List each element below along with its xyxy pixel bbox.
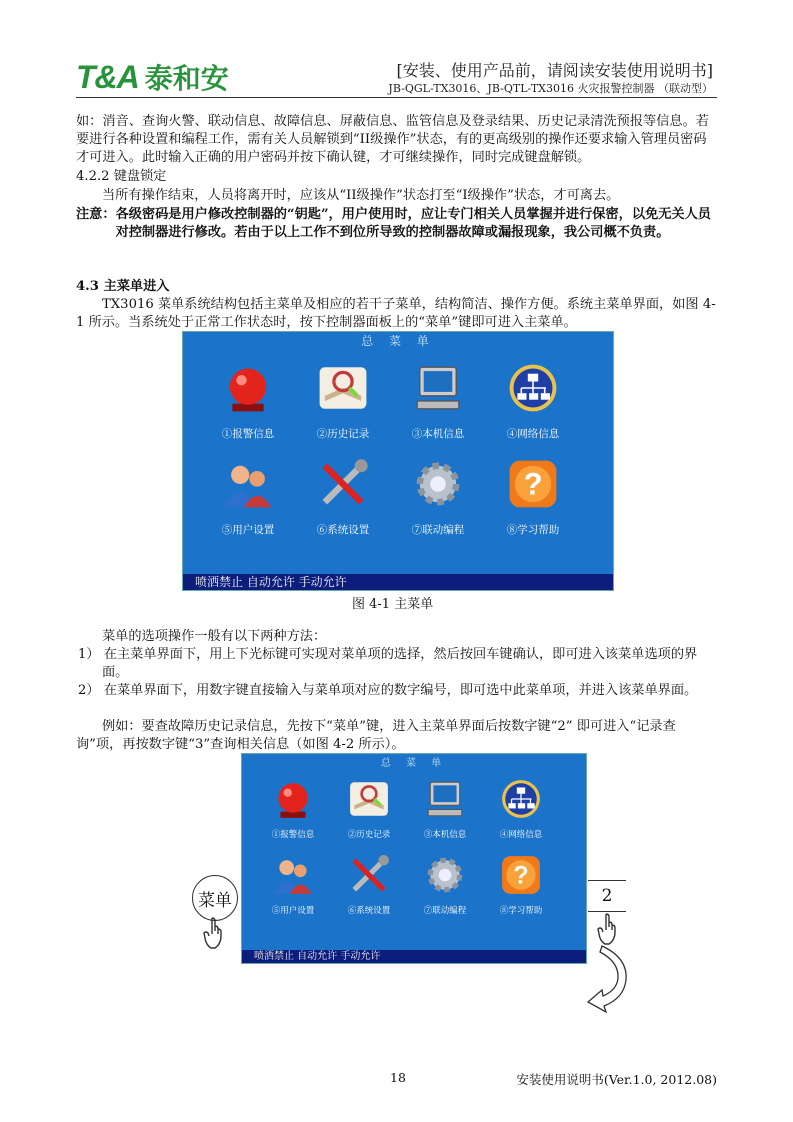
menu-key-label: 菜单 [198, 890, 232, 911]
menu-item-label: ②历史记录 [316, 428, 370, 440]
logo-chinese: 泰和安 [144, 62, 229, 95]
menu-item-6[interactable] [308, 458, 378, 537]
list-item-1: 1） 在主菜单界面下，用上下光标键可实现对菜单项的选择，然后按回车键确认，即可进入该菜单选项的界面。 [78, 647, 698, 680]
menu-item-label: ④网络信息 [499, 830, 543, 840]
header-rule [76, 97, 717, 98]
svg-text:?: ? [523, 466, 543, 502]
menu-item-4[interactable] [498, 362, 568, 441]
curved-arrow-icon [584, 944, 632, 1016]
menu-item-label: ⑧学习帮助 [499, 906, 543, 916]
history-book-icon [348, 778, 390, 820]
menu-item-2[interactable] [340, 778, 398, 840]
list-item-2: 2） 在菜单界面下，用数字键直接输入与菜单项对应的数字编号，即可选中此菜单项，并进入该菜单界面。 [78, 683, 698, 698]
history-book-icon [317, 362, 369, 414]
note-block [76, 206, 718, 242]
menu-item-label: ②历史记录 [347, 830, 391, 840]
gear-icon [424, 854, 466, 896]
menu-item-label: ⑤用户设置 [271, 906, 315, 916]
logo-latin: T&A [76, 58, 139, 95]
menu-key-illustration [192, 875, 238, 921]
network-icon [507, 362, 559, 414]
number-key-label: 2 [601, 886, 613, 906]
header-notice: [安装、使用产品前，请阅读安装使用说明书] [396, 61, 713, 80]
menu-item-7[interactable] [403, 458, 473, 537]
menu-item-3[interactable] [416, 778, 474, 840]
paragraph-2: 当所有操作结束，人员将离开时，应该从“II级操作”状态打至“I级操作”状态，才可离去。 [102, 188, 620, 203]
alarm-bell-icon [272, 778, 314, 820]
header-model: JB-QGL-TX3016、JB-QTL-TX3016 火灾报警控制器 （联动型） [388, 82, 713, 95]
menu-title-small: 总 菜 单 [380, 758, 448, 769]
menu-item-5[interactable] [213, 458, 283, 537]
figure-4-1-caption: 图 4-1 主菜单 [352, 597, 434, 612]
menu-item-8[interactable] [498, 458, 568, 537]
help-icon [507, 458, 559, 510]
menu-status-bar: 喷洒禁止 自动允许 手动允许 [183, 574, 613, 590]
menu-item-6[interactable] [340, 854, 398, 916]
menu-item-4[interactable] [492, 778, 550, 840]
help-icon [500, 854, 542, 896]
menu-item-8[interactable] [492, 854, 550, 916]
section-4-2-2: 4.2.2 键盘锁定 [76, 169, 167, 184]
number-key-2-illustration [588, 880, 626, 912]
paragraph-4: 菜单的选项操作一般有以下两种方法： [102, 629, 327, 644]
menu-status-bar-small: 喷洒禁止 自动允许 手动允许 [242, 950, 586, 963]
menu-item-label: ⑦联动编程 [411, 524, 465, 536]
company-logo [76, 58, 229, 96]
menu-item-2[interactable] [308, 362, 378, 441]
menu-item-label: ④网络信息 [506, 428, 560, 440]
note-label: 注意： [76, 207, 116, 222]
menu-item-label: ③本机信息 [423, 830, 467, 840]
menu-item-7[interactable] [416, 854, 474, 916]
page-number: 18 [390, 1070, 406, 1085]
footer-doc-info: 安装使用说明书(Ver.1.0, 2012.08) [516, 1072, 717, 1087]
menu-item-label: ⑤用户设置 [221, 524, 275, 536]
menu-item-label: ③本机信息 [411, 428, 465, 440]
computer-icon [424, 778, 466, 820]
paragraph-1: 如：消音、查询火警、联动信息、故障信息、屏蔽信息、监管信息及登录结果、历史记录清洗预报等信息。若要进行各种设置和编程工作，需有关人员解锁到“II级操作”状态，有的更高级别的操作还要求输入管理员密码才可进入。此时输入正确的用户密码并按下确认键，才可继续操作，同时完成键盘解锁。 [76, 114, 709, 165]
menu-item-5[interactable] [264, 854, 322, 916]
menu-item-label: ①报警信息 [221, 428, 275, 440]
menu-item-label: ①报警信息 [271, 830, 315, 840]
alarm-bell-icon [222, 362, 274, 414]
paragraph-5: 例如：要查故障历史记录信息，先按下“菜单”键，进入主菜单界面后按数字键“2” 即可进入“记录查询”项，再按数字键“3”查询相关信息（如图 4-2 所示）。 [76, 719, 676, 752]
gear-icon [412, 458, 464, 510]
users-icon [222, 458, 274, 510]
svg-text:?: ? [513, 861, 529, 890]
menu-title: 总 菜 单 [361, 334, 435, 348]
section-4-3: 4.3 主菜单进入 [76, 279, 170, 294]
pointing-hand-icon-2 [596, 912, 624, 946]
menu-item-label: ⑦联动编程 [423, 906, 467, 916]
main-menu-screenshot-small [241, 753, 587, 964]
users-icon [272, 854, 314, 896]
menu-item-label: ⑥系统设置 [316, 524, 370, 536]
menu-item-1[interactable] [213, 362, 283, 441]
menu-item-label: ⑧学习帮助 [506, 524, 560, 536]
paragraph-3: TX3016 菜单系统结构包括主菜单及相应的若干子菜单，结构简洁、操作方便。系统主菜单界面，如图 4-1 所示。当系统处于正常工作状态时，按下控制器面板上的“菜单”键即可进入主菜单。 [76, 297, 716, 330]
main-menu-screenshot [182, 331, 614, 591]
menu-item-1[interactable] [264, 778, 322, 840]
tools-icon [317, 458, 369, 510]
menu-item-label: ⑥系统设置 [347, 906, 391, 916]
menu-item-3[interactable] [403, 362, 473, 441]
tools-icon [348, 854, 390, 896]
note-text: 各级密码是用户修改控制器的“钥匙”，用户使用时，应让专门相关人员掌握并进行保密，以免无关人员对控制器进行修改。若由于以上工作不到位所导致的控制器故障或漏报现象，我公司概不负责。 [115, 207, 711, 240]
computer-icon [412, 362, 464, 414]
pointing-hand-icon [202, 916, 230, 950]
network-icon [500, 778, 542, 820]
